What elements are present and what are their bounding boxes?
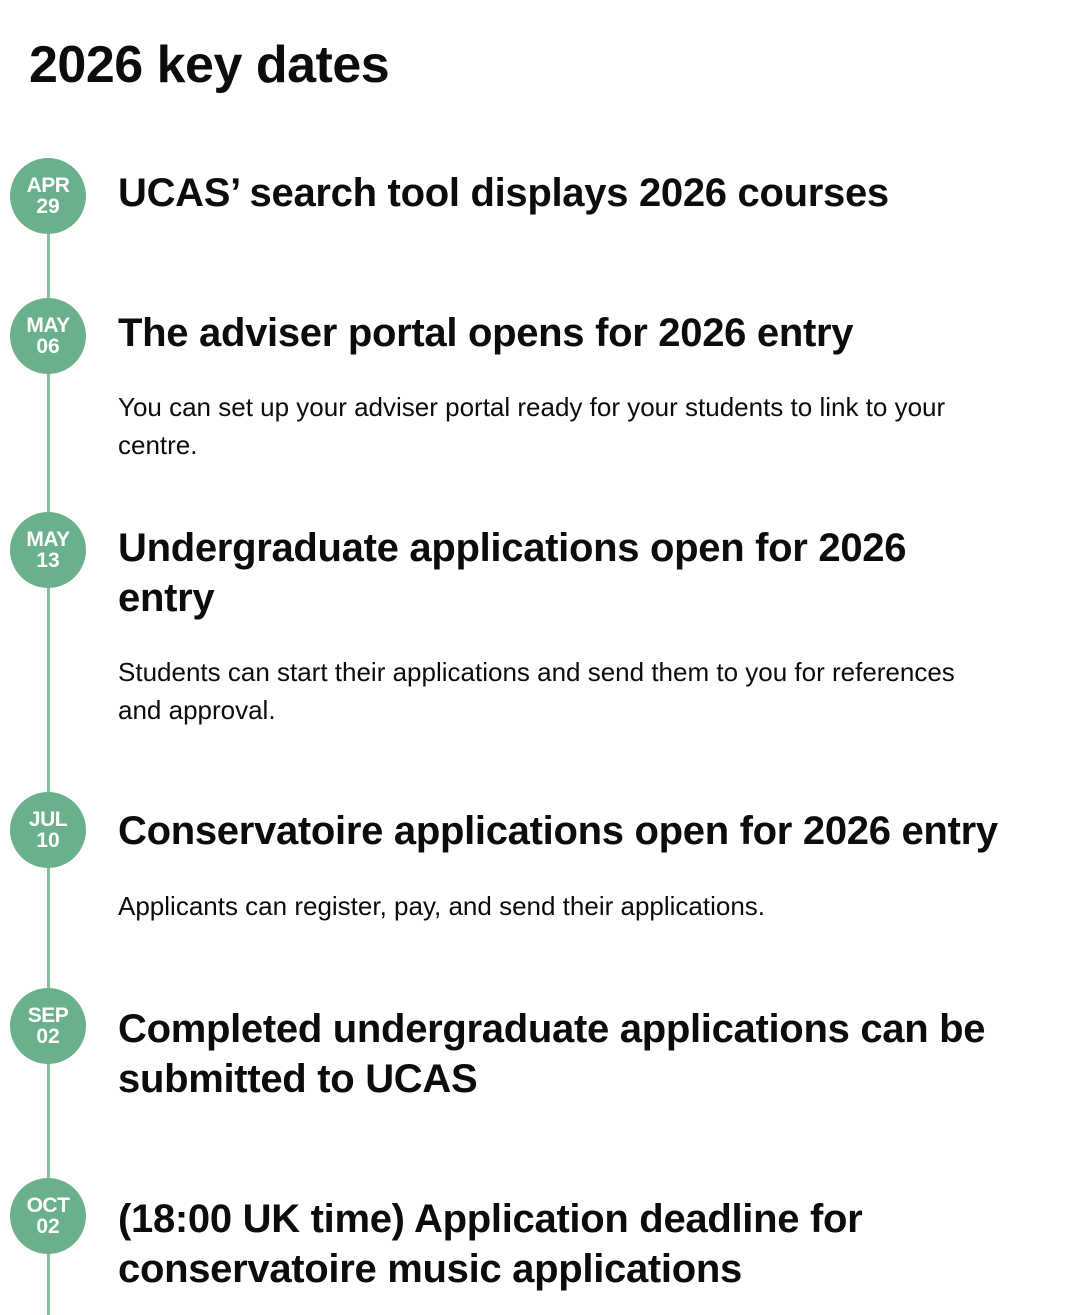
event-title: Completed undergraduate applications can be submitted to UCAS (118, 1007, 986, 1101)
event-title: Conservatoire applications open for 2026 entry (118, 809, 998, 853)
date-badge-month: APR (26, 174, 70, 197)
event-title: The adviser portal opens for 2026 entry (118, 311, 854, 355)
date-badge-day: 02 (36, 1025, 60, 1048)
date-badge-day: 06 (36, 335, 60, 358)
date-badge-day: 02 (36, 1215, 60, 1238)
date-badge-month: OCT (26, 1194, 70, 1217)
date-badge (10, 512, 86, 588)
date-badge-day: 29 (36, 195, 60, 218)
event-description: You can set up your adviser portal ready for your students to link to your centre. (118, 392, 946, 460)
date-badge (10, 158, 86, 234)
date-badge (10, 298, 86, 374)
page-title: 2026 key dates (29, 36, 390, 94)
event-description: Applicants can register, pay, and send their applications. (118, 891, 766, 921)
event-title: UCAS’ search tool displays 2026 courses (118, 171, 889, 215)
date-badge-day: 13 (36, 549, 60, 572)
date-badge (10, 1178, 86, 1254)
date-badge-month: SEP (27, 1004, 69, 1027)
event-title: Undergraduate applications open for 2026 entry (118, 526, 907, 620)
date-badge-month: MAY (26, 528, 70, 551)
date-badge-month: JUL (28, 808, 68, 831)
date-badge-day: 10 (36, 829, 60, 852)
event-title: (18:00 UK time) Application deadline for conservatoire music applications (118, 1197, 863, 1291)
date-badge-month: MAY (26, 314, 70, 337)
date-badge (10, 792, 86, 868)
date-badge (10, 988, 86, 1064)
event-description: Students can start their applications and send them to you for references and approval. (118, 657, 955, 725)
